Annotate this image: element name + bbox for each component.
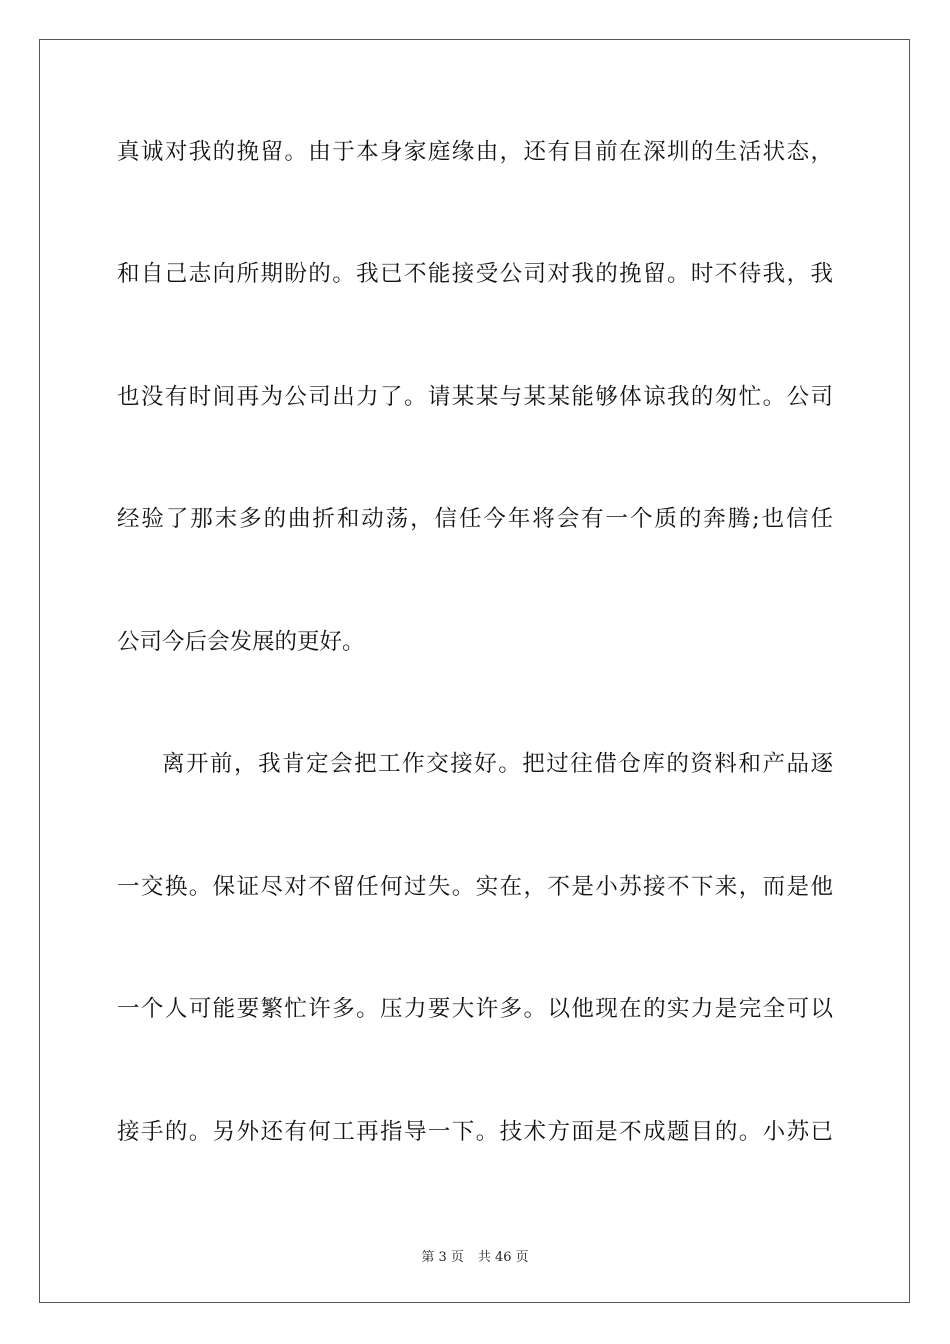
- page-border: [39, 39, 910, 1303]
- page-total: 共 46 页: [477, 1250, 529, 1265]
- page-footer: [0, 1246, 950, 1265]
- text-line: 一交换。保证尽对不留任何过失。实在，不是小苏接不下来，而是他: [117, 874, 833, 900]
- text-line: 接手的。另外还有何工再指导一下。技术方面是不成题目的。小苏已: [117, 1119, 833, 1145]
- text-line: 离开前，我肯定会把工作交接好。把过往借仓库的资料和产品逐: [162, 751, 833, 777]
- text-line: 真诚对我的挽留。由于本身家庭缘由，还有目前在深圳的生活状态，: [117, 139, 833, 165]
- text-line: 也没有时间再为公司出力了。请某某与某某能够体谅我的匆忙。公司: [117, 384, 833, 410]
- page-number: 第 3 页: [421, 1250, 464, 1265]
- text-line: 公司今后会发展的更好。: [117, 629, 365, 655]
- text-line: 经验了那末多的曲折和动荡，信任今年将会有一个质的奔腾;也信任: [117, 506, 833, 532]
- text-line: 一个人可能要繁忙许多。压力要大许多。以他现在的实力是完全可以: [117, 996, 833, 1022]
- text-line: 和自己志向所期盼的。我已不能接受公司对我的挽留。时不待我，我: [117, 261, 833, 287]
